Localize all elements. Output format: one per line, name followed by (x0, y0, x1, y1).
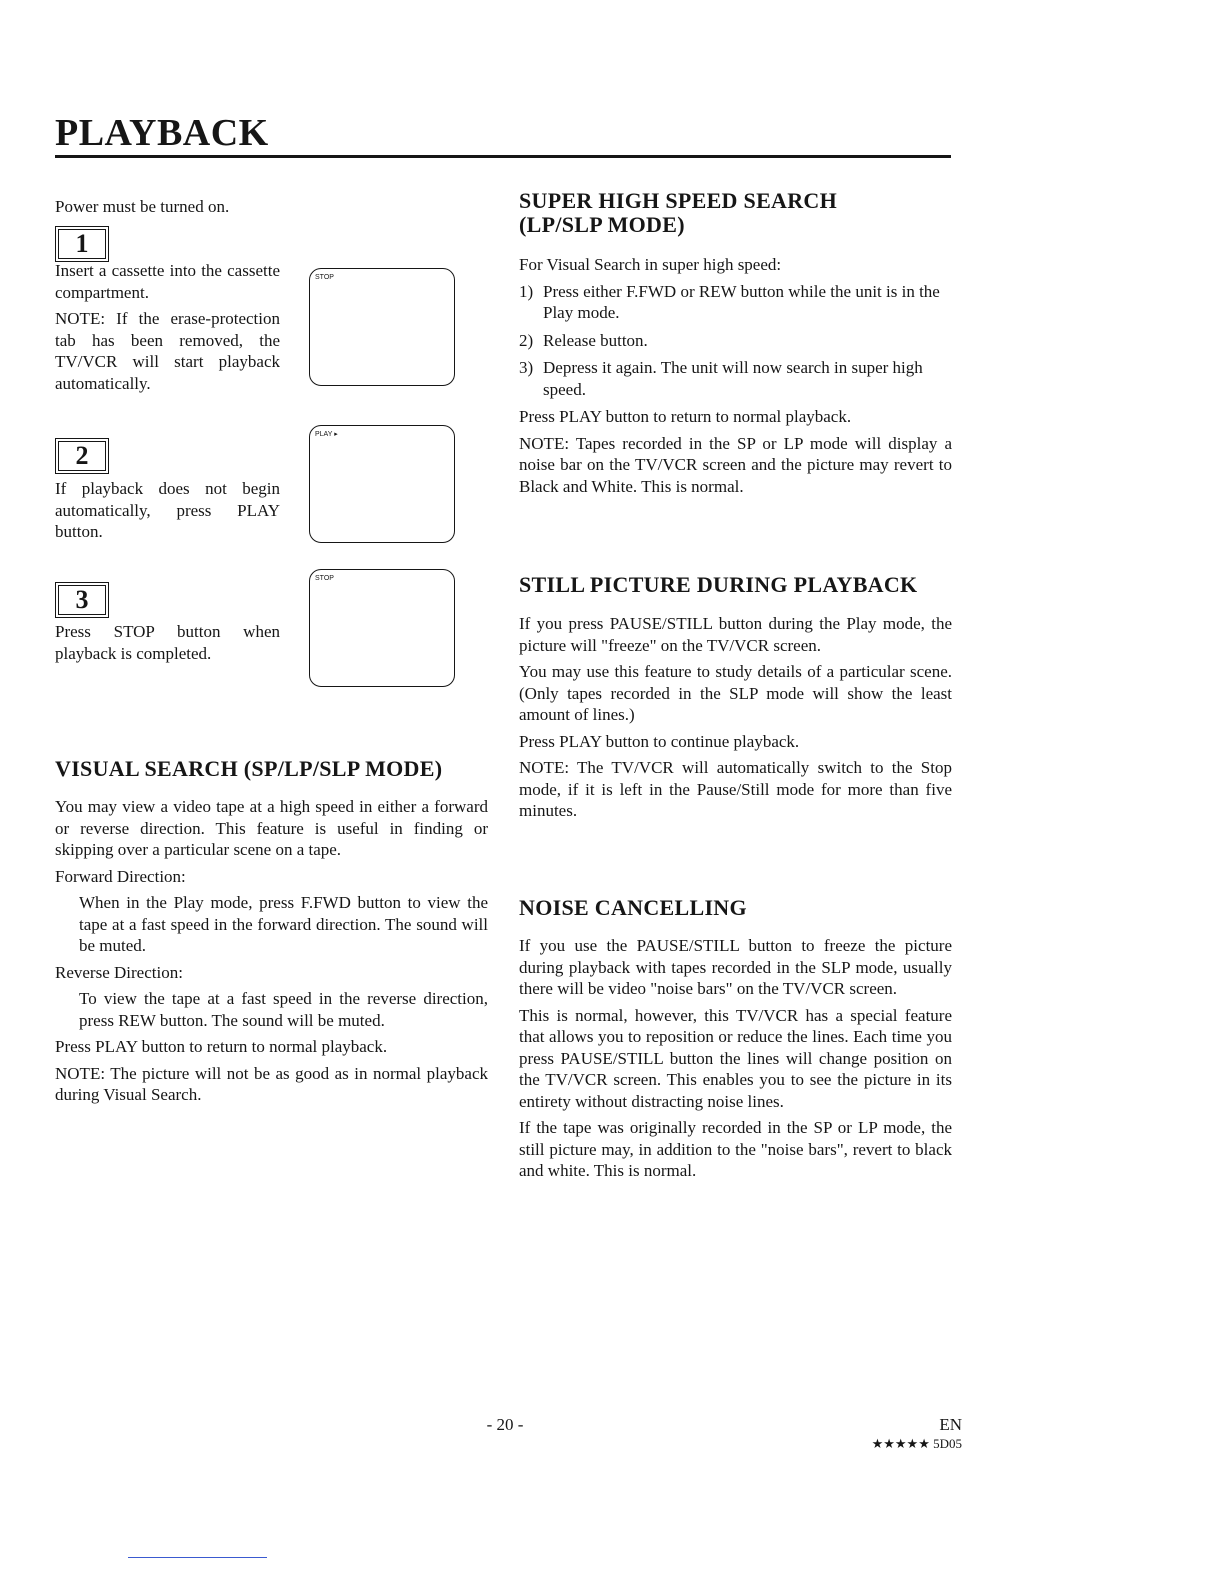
super-search-body (519, 254, 952, 502)
still-picture-p3: Press PLAY button to continue playback. (519, 731, 800, 751)
noise-cancelling-p3: If the tape was originally recorded in the SP or LP mode, the still picture may, in addition to the "noise bars", revert to black and white. This is normal. (519, 1118, 952, 1180)
step-1-number-badge (55, 226, 109, 262)
super-search-note: NOTE: Tapes recorded in the SP or LP mode will display a noise bar on the TV/VCR screen and the picture may revert to Black and White. This is normal. (519, 433, 952, 496)
page-number: - 20 - (486, 1415, 524, 1434)
intro-text: Power must be turned on. (55, 197, 230, 216)
step-2-number-badge (55, 438, 109, 474)
reverse-direction-label: Reverse Direction: (55, 962, 183, 982)
step-3-number-badge (55, 582, 109, 618)
visual-search-note: NOTE: The picture will not be as good as in normal playback during Visual Search. (55, 1063, 488, 1104)
tv-screen-step-1 (309, 268, 455, 386)
noise-cancelling-body (519, 935, 952, 1187)
step-1-note: NOTE: If the erase-protection tab has been removed, the TV/VCR will start playback automatically. (55, 309, 280, 393)
tv-screen-step-2 (309, 425, 455, 543)
list-item: 1) Press either F.FWD or REW button while the unit is in the Play mode. (519, 281, 940, 322)
noise-cancelling-p1: If you use the PAUSE/STILL button to freeze the picture during playback with tapes recorded in the SLP mode, usually there will be video "noise bars" on the TV/VCR screen. (519, 936, 952, 998)
tv-screen-label: STOP (315, 274, 334, 281)
title-rule (55, 155, 951, 158)
step-3-instruction: Press STOP button when playback is completed. (55, 622, 280, 663)
super-search-heading-line-2: (LP/SLP MODE) (519, 212, 685, 237)
step-1-text (55, 260, 280, 399)
reverse-direction-text: To view the tape at a fast speed in the reverse direction, press REW button. The sound will be muted. (79, 989, 488, 1030)
step-1-instruction: Insert a cassette into the cassette compartment. (55, 261, 280, 302)
step-2-text (55, 478, 280, 548)
visual-search-return: Press PLAY button to return to normal playback. (55, 1037, 388, 1056)
still-picture-heading: STILL PICTURE DURING PLAYBACK (519, 572, 918, 597)
step-2-number: 2 (58, 441, 106, 471)
still-picture-p1: If you press PAUSE/STILL button during the Play mode, the picture will "freeze" on the TV/VCR screen. (519, 614, 952, 655)
visual-search-body (55, 796, 488, 1111)
list-item: 3) Depress it again. The unit will now search in super high speed. (519, 358, 923, 399)
step-1-number: 1 (58, 229, 106, 259)
forward-direction-text: When in the Play mode, press F.FWD button to view the tape at a fast speed in the forward direction. The sound will be muted. (79, 893, 488, 955)
language-code: EN (939, 1415, 962, 1434)
forward-direction-label: Forward Direction: (55, 866, 186, 886)
step-3-text (55, 621, 280, 669)
still-picture-note: NOTE: The TV/VCR will automatically switch to the Stop mode, if it is left in the Pause/Still mode for more than five minutes. (519, 758, 952, 820)
noise-cancelling-heading: NOISE CANCELLING (519, 895, 747, 920)
still-picture-p2: You may use this feature to study details of a particular scene. (Only tapes recorded in the SLP mode will show the least amount of lines.) (519, 662, 952, 724)
list-item: 2) Release button. (519, 330, 648, 350)
noise-cancelling-p2: This is normal, however, this TV/VCR has a special feature that allows you to reposition or reduce the lines. Each time you press PAUSE/STILL button the lines will change position on the TV/VCR screen. This enables you to see the picture in its entirety without distracting noise lines. (519, 1005, 952, 1111)
step-2-instruction: If playback does not begin automatically, press PLAY button. (55, 479, 280, 541)
super-search-intro: For Visual Search in super high speed: (519, 255, 782, 274)
tv-screen-step-3 (309, 569, 455, 687)
super-search-return: Press PLAY button to return to normal playback. (519, 407, 852, 426)
step-3-number: 3 (58, 585, 106, 615)
page-title: PLAYBACK (55, 112, 269, 154)
document-code: ★★★★★ 5D05 (871, 1436, 962, 1451)
tv-screen-label: STOP (315, 575, 334, 582)
visual-search-heading: VISUAL SEARCH (SP/LP/SLP MODE) (55, 756, 443, 781)
still-picture-body (519, 613, 952, 827)
super-search-heading (519, 189, 837, 237)
super-search-heading-line-1: SUPER HIGH SPEED SEARCH (519, 188, 838, 213)
visual-search-intro: You may view a video tape at a high speed in either a forward or reverse direction. This feature is useful in finding or skipping over a particular scene on a tape. (55, 797, 488, 859)
bottom-rule (128, 1557, 267, 1558)
super-search-steps (519, 281, 952, 401)
tv-screen-label: PLAY ▸ (315, 431, 338, 438)
